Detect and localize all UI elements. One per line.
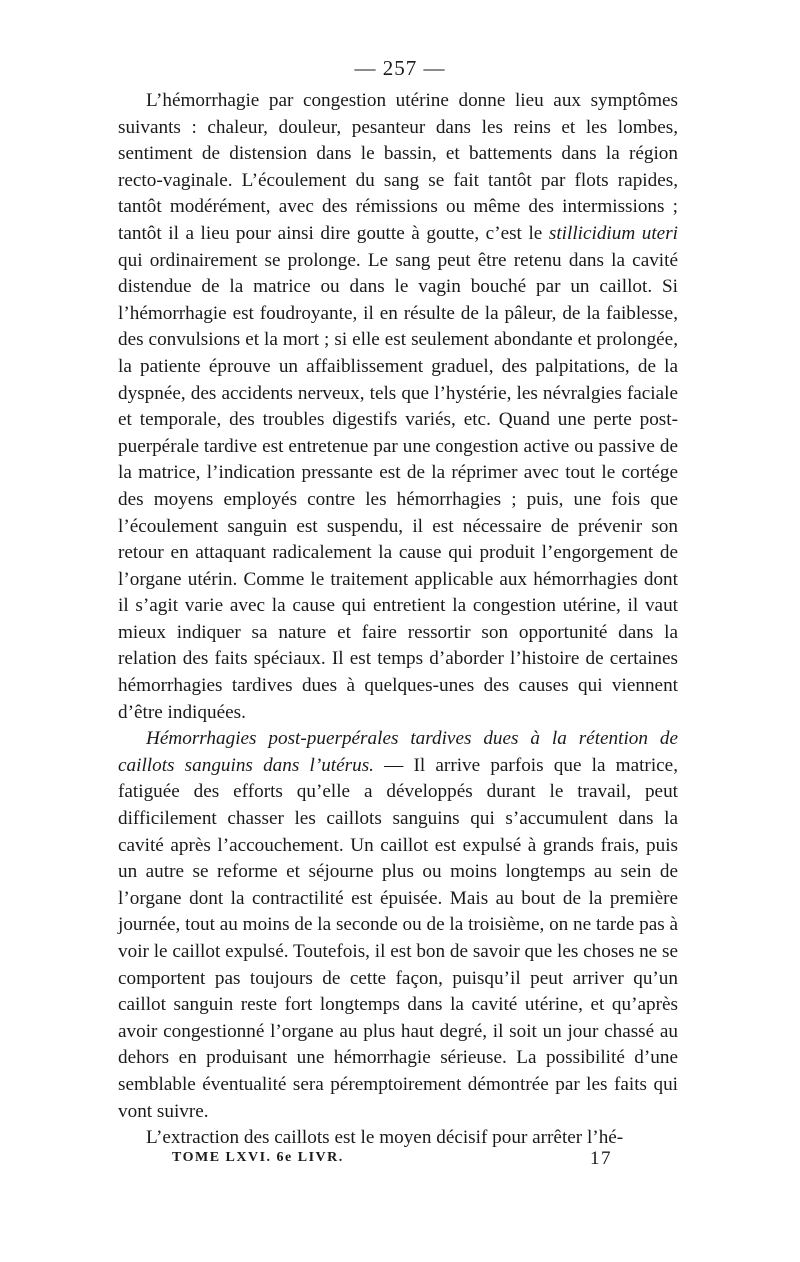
page-number: — 257 — [354, 56, 446, 80]
section-heading-italic: Hémorrhagies post-puerpérales tardives dues à la rétention de caillots sanguins dans l’utérus. [118, 728, 678, 776]
signature-mark: TOME LXVI. 6e LIVR. [172, 1150, 344, 1165]
paragraph-3-text: L’extraction des caillots est le moyen décisif pour arrêter l’hé- [146, 1127, 624, 1149]
paragraph-1-italic-term: stillicidium uteri [548, 222, 678, 244]
paragraph-2-text: — Il arrive parfois que la matrice, fatiguée des efforts qu’elle a développés durant le travail, peut difficilement chasser les caillots sanguins qui s’accumulent dans la cavité après l’accouchement. Un caillot est expulsé à grands frais, puis un autre se reforme et séjourne plus ou moins longtemps au sein de l’organe dont la contractilité est épuisée. Mais au bout de la première journée, tout au moins de la seconde ou de la troisième, on ne tarde pas à voir le caillot expulsé. Toutefois, il est bon de savoir que les choses ne se comportent pas toujours de cette façon, puisqu’il peut arriver qu’un caillot sanguin reste fort longtemps dans la cavité utérine, et qu’après avoir congestionné l’organe au plus haut degré, il soit un jour chassé au dehors en produisant une hémorrhagie sérieuse. La possibilité d’une semblable éventualité sera péremptoirement démontrée par les faits qui vont suivre. [118, 754, 678, 1122]
paragraph-2 [118, 726, 678, 1125]
sheet-number: 17 [590, 1148, 612, 1169]
paragraph-1 [118, 88, 678, 726]
paragraph-1-text: L’hémorrhagie par congestion utérine donne lieu aux symptômes suivants : chaleur, douleur, pesanteur dans les reins et les lombes, sentiment de distension dans le bassin, et battements dans la région recto-vaginale. L’écoulement du sang se fait tantôt par flots rapides, tantôt modérément, avec des rémissions ou même des intermissions ; tantôt il a lieu pour ainsi dire goutte à goutte, c’est le [118, 90, 678, 244]
paragraph-1-text-cont: qui ordinairement se prolonge. Le sang peut être retenu dans la cavité distendue de la matrice ou dans le vagin bouché par un caillot. Si l’hémorrhagie est foudroyante, il en résulte de la pâleur, de la faiblesse, des convulsions et la mort ; si elle est seulement abondante et prolongée, la patiente éprouve un affaiblissement graduel, des palpitations, de la dyspnée, des accidents nerveux, tels que l’hystérie, les névralgies faciale et temporale, des troubles digestifs variés, etc. Quand une perte post-puerpérale tardive est entretenue par une congestion active ou passive de la matrice, l’indication pressante est de la réprimer avec tout le cortége des moyens employés contre les hémorrhagies ; puis, une fois que l’écoulement sanguin est suspendu, il est nécessaire de prévenir son retour en attaquant radicalement la cause qui produit l’engorgement de l’organe utérin. Comme le traitement applicable aux hémorrhagies dont il s’agit varie avec la cause qui entretient la congestion utérine, il vaut mieux indiquer sa nature et faire ressortir son opportunité dans la relation des faits spéciaux. Il est temps d’aborder l’histoire de certaines hémorrhagies tardives dues à quelques-unes des causes qui viennent d’être indiquées. [118, 249, 678, 723]
body-text [118, 88, 678, 1152]
